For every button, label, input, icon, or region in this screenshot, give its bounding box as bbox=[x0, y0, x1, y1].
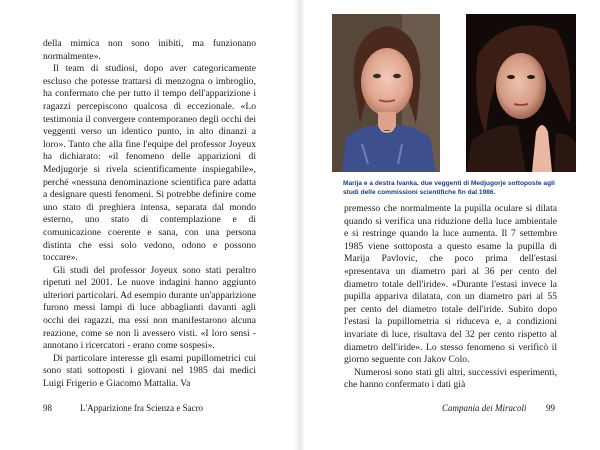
right-paragraph: premesso che normalmente la pupilla oculare si dilata quando si verifica una riduzione della luce ambientale e si restringe quando la luce aumenta. Il 7 settembre 1985 viene sottoposta a questo esame la pupilla di Marija Pavlovic, che poco prima dell'estasi «presentava un diametro pari al 36 per cento del diametro totale dell'iride». «Durante l'estasi invece la pupilla appariva dilatata, con un diametro pari al 55 per cento del diametro totale dell'iride. Subito dopo l'estasi la pupillometria si riduceva e, a condizioni invariate di luce, risultava del 32 per cento rispetto al diametro dell'iride». Lo stesso fenomeno si verificò il giorno seguente con Jakov Colo. bbox=[344, 203, 557, 366]
photo-caption: Marija e a destra Ivanka, due veggenti di Medjugorje sottoposte agli studi delle commissioni scientifiche fin dal 1986. bbox=[343, 180, 555, 196]
running-title-right: Campania dei Miracoli bbox=[442, 403, 527, 413]
right-text-column bbox=[344, 203, 557, 392]
running-title-left: L'Apparizione fra Scienza e Sacro bbox=[80, 403, 204, 413]
left-paragraph: Gli studi del professor Joyeux sono stati peraltro ripetuti nel 2001. Le nuove indagini hanno aggiunto ulteriori particolari. Ad esempio durante un'apparizione furono messi lampi di luce abbaglianti davanti agli occhi dei ragazzi, ma essi non manifestarono alcuna reazione, come se non li avessero visti. «I loro sensi - annotano i ricercatori - erano come sospesi». bbox=[43, 264, 256, 352]
left-paragraph: Il team di studiosi, dopo aver categoricamente escluso che potesse trattarsi di menzogna o imbroglio, ha confermato che per tutto il tempo dell'apparizione i ragazzi percepiscono qualcosa di eccezionale. «Lo testimonia il convergere contemporaneo degli occhi dei veggenti verso un identico punto, in alto dinanzi a loro». Tanto che alla fine l'equipe del professor Joyeux ha dichiarato: «il fenomeno delle apparizioni di Medjugorje si rivela scientificamente inspiegabile», perché «nessuna denominazione scientifica pare adatta a designare questi fenomeni. Si potrebbe definire come uno stato di preghiera intensa, separata dal mondo esterno, uno stato di contemplazione e di comunicazione coerente e sana, con una persona distinta che essi solo vedono, odono e possono toccare». bbox=[43, 63, 256, 264]
photo-ivanka bbox=[466, 14, 576, 172]
page-number-right: 99 bbox=[546, 403, 555, 413]
left-paragraph: Di particolare interesse gli esami pupillometrici cui sono stati sottoposti i giovani nel 1985 dai medici Luigi Frigerio e Giacomo Mattalia. Va bbox=[43, 352, 256, 390]
right-paragraph: Numerosi sono stati gli altri, successivi esperimenti, che hanno confermato i dati già bbox=[344, 366, 557, 391]
portrait-ivanka-image bbox=[466, 14, 576, 172]
left-paragraph: della mimica non sono inibiti, ma funzionano normalmente». bbox=[43, 38, 256, 62]
left-text-column bbox=[43, 38, 256, 391]
left-page bbox=[0, 0, 296, 450]
portrait-marija-image bbox=[332, 14, 440, 172]
photo-marija bbox=[332, 14, 440, 172]
page-number-left: 98 bbox=[43, 403, 52, 413]
